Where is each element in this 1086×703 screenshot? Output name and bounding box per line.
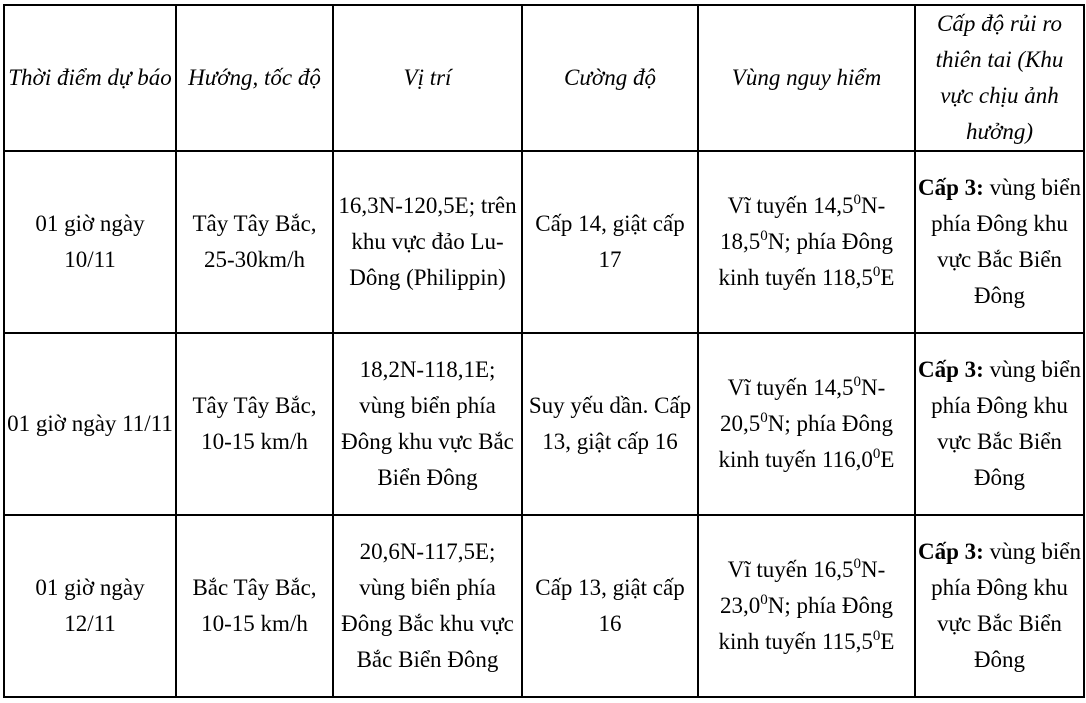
- table-row: [4, 333, 1084, 515]
- risk-area-text: vùng biển phía Đông khu vực Bắc Biển Đông: [931, 357, 1081, 490]
- cell-danger-zone: Vĩ tuyến 14,5$^0$N-20,5$^0$N; phía Đông kinh tuyến 116,0$^0$E: [698, 333, 915, 515]
- header-danger-zone: Vùng nguy hiểm: [698, 5, 915, 151]
- table-header-row: [4, 5, 1084, 151]
- cell-danger-zone: Vĩ tuyến 14,5$^0$N-18,5$^0$N; phía Đông kinh tuyến 118,5$^0$E: [698, 151, 915, 333]
- risk-level-label: Cấp 3:: [918, 539, 984, 564]
- cell-direction-speed: Tây Tây Bắc, 25-30km/h: [176, 151, 333, 333]
- cell-direction-speed: Bắc Tây Bắc, 10-15 km/h: [176, 515, 333, 697]
- cell-direction-speed: Tây Tây Bắc, 10-15 km/h: [176, 333, 333, 515]
- risk-level-label: Cấp 3:: [918, 357, 984, 382]
- header-risk-level: Cấp độ rủi ro thiên tai (Khu vực chịu ảnh hưởng): [915, 5, 1084, 151]
- header-forecast-time: Thời điểm dự báo: [4, 5, 176, 151]
- risk-area-text: vùng biển phía Đông khu vực Bắc Biển Đông: [931, 539, 1081, 672]
- cell-forecast-time: 01 giờ ngày 10/11: [4, 151, 176, 333]
- header-position: Vị trí: [333, 5, 522, 151]
- cell-risk-level: [915, 515, 1084, 697]
- cell-position: 16,3N-120,5E; trên khu vực đảo Lu-Dông (Philippin): [333, 151, 522, 333]
- header-intensity: Cường độ: [522, 5, 698, 151]
- cell-forecast-time: 01 giờ ngày 12/11: [4, 515, 176, 697]
- storm-forecast-table: [3, 4, 1085, 698]
- cell-intensity: Cấp 14, giật cấp 17: [522, 151, 698, 333]
- table-row: [4, 515, 1084, 697]
- risk-area-text: vùng biển phía Đông khu vực Bắc Biển Đông: [931, 175, 1081, 308]
- cell-position: 18,2N-118,1E; vùng biển phía Đông khu vực Bắc Biển Đông: [333, 333, 522, 515]
- header-direction-speed: Hướng, tốc độ: [176, 5, 333, 151]
- cell-risk-level: [915, 151, 1084, 333]
- risk-level-label: Cấp 3:: [918, 175, 984, 200]
- cell-intensity: Cấp 13, giật cấp 16: [522, 515, 698, 697]
- cell-risk-level: [915, 333, 1084, 515]
- cell-position: 20,6N-117,5E; vùng biển phía Đông Bắc khu vực Bắc Biển Đông: [333, 515, 522, 697]
- cell-intensity: Suy yếu dần. Cấp 13, giật cấp 16: [522, 333, 698, 515]
- table-row: [4, 151, 1084, 333]
- cell-forecast-time: 01 giờ ngày 11/11: [4, 333, 176, 515]
- cell-danger-zone: Vĩ tuyến 16,5$^0$N-23,0$^0$N; phía Đông kinh tuyến 115,5$^0$E: [698, 515, 915, 697]
